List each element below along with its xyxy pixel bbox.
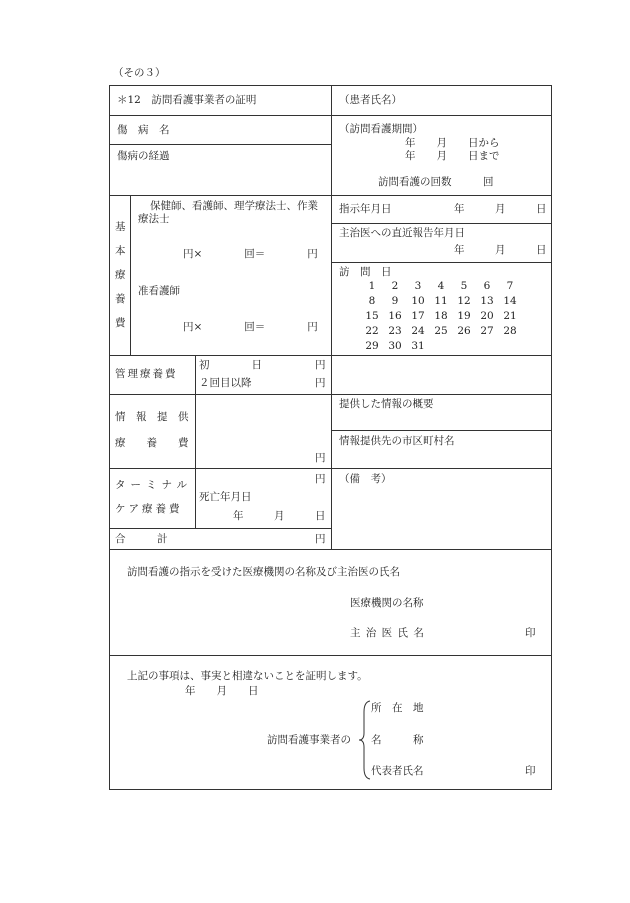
visit-day: 15 (365, 310, 379, 322)
provider-address-label: 所 在 地 (371, 702, 424, 714)
visit-days-label: 訪 問 日 (339, 266, 392, 278)
provider-name-label: 名 称 (371, 734, 424, 746)
visit-day: 2 (391, 280, 399, 292)
instruction-date-label: 指示年月日 (339, 203, 392, 215)
disease-name-label: 傷 病 名 (117, 124, 170, 136)
visit-day: 25 (434, 325, 448, 337)
report-date-year: 年 (454, 244, 465, 256)
form-title: ＊12 訪問看護事業者の証明 (117, 94, 257, 106)
visit-day: 22 (365, 325, 379, 337)
visit-period-label: （訪問看護期間） (339, 123, 423, 135)
total-label: 合 計 (115, 533, 168, 545)
management-first-day-yen: 円 (315, 359, 326, 371)
visit-day: 28 (503, 325, 517, 337)
provider-seal: 印 (525, 765, 536, 777)
visit-day: 6 (483, 280, 491, 292)
basic-fee-char-4: 養 (115, 293, 126, 305)
report-date-label: 主治医への直近報告年月日 (339, 227, 465, 239)
visit-day: 21 (503, 310, 517, 322)
patient-name-label: （患者氏名） (339, 94, 402, 106)
death-date-label: 死亡年月日 (199, 491, 252, 503)
visit-day: 30 (388, 340, 402, 352)
nurse-label: 保健師、看護師、理学療法士、作業療法士 (138, 200, 318, 225)
visit-day: 5 (460, 280, 468, 292)
basic-fee-char-2: 本 (115, 245, 126, 257)
visit-day: 24 (411, 325, 425, 337)
visit-day: 14 (503, 295, 517, 307)
visit-day: 9 (391, 295, 399, 307)
instruction-date-month: 月 (495, 203, 506, 215)
provider-rep-label: 代表者氏名 (371, 765, 424, 777)
report-date-day: 日 (536, 244, 547, 256)
institution-heading: 訪問看護の指示を受けた医療機関の名称及び主治医の氏名 (127, 566, 400, 578)
management-second-day: ２回目以降 (199, 377, 252, 389)
info-summary-label: 提供した情報の概要 (339, 398, 434, 410)
visit-period-to: 年 月 日まで (405, 150, 500, 162)
visit-day: 1 (368, 280, 376, 292)
visit-day: 7 (506, 280, 514, 292)
management-first-day: 初 日 (199, 359, 262, 371)
assistant-nurse-label: 准看護師 (138, 285, 180, 297)
info-fee-yen: 円 (315, 452, 326, 464)
certification-statement: 上記の事項は、事実と相違ないことを証明します。 (127, 670, 368, 682)
institution-name-label: 医療機関の名称 (350, 597, 424, 609)
info-fee-label-2: 療 養 費 (115, 437, 189, 449)
basic-fee-char-1: 基 (115, 221, 126, 233)
report-date-month: 月 (495, 244, 506, 256)
assistant-nurse-fee-calc: 円× 回＝ 円 (183, 321, 318, 333)
visit-day: 19 (457, 310, 471, 322)
instruction-date-day: 日 (536, 203, 547, 215)
total-yen: 円 (315, 533, 326, 545)
info-fee-label-1: 情 報 提 供 (115, 411, 189, 423)
management-fee-label: 管理療養費 (115, 368, 178, 380)
visit-day: 27 (480, 325, 494, 337)
provider-brace (358, 700, 372, 780)
terminal-care-label-1: ターミナル (115, 479, 192, 491)
visit-day: 12 (457, 295, 471, 307)
nurse-fee-calc: 円× 回＝ 円 (183, 248, 318, 260)
visit-day: 17 (411, 310, 425, 322)
doctor-name-label: 主 治 医 氏 名 (350, 627, 425, 639)
visit-day: 16 (388, 310, 402, 322)
visit-day: 3 (414, 280, 422, 292)
visit-day: 18 (434, 310, 448, 322)
instruction-date-year: 年 (454, 203, 465, 215)
visit-day: 11 (434, 295, 448, 307)
provider-label: 訪問看護事業者の (267, 734, 351, 746)
certification-date: 年 月 日 (185, 685, 259, 697)
visit-period-from: 年 月 日から (405, 137, 500, 149)
visit-day: 13 (480, 295, 494, 307)
disease-course-label: 傷病の経過 (117, 150, 170, 162)
remarks-label: （備 考） (339, 473, 392, 485)
visit-day: 26 (457, 325, 471, 337)
death-date-month: 月 (274, 510, 285, 522)
doctor-seal: 印 (525, 627, 536, 639)
visit-day: 23 (388, 325, 402, 337)
visit-count-label: 訪問看護の回数 回 (378, 176, 494, 188)
terminal-care-label-2: ケア療養費 (115, 503, 183, 515)
visit-day: 10 (411, 295, 425, 307)
form-number: （その３） (113, 67, 166, 79)
terminal-care-yen: 円 (315, 473, 326, 485)
visit-day: 29 (365, 340, 379, 352)
visit-day: 20 (480, 310, 494, 322)
visit-day: 8 (368, 295, 376, 307)
basic-fee-char-3: 療 (115, 269, 126, 281)
visit-day: 31 (411, 340, 425, 352)
visit-day: 4 (437, 280, 445, 292)
info-municipality-label: 情報提供先の市区町村名 (339, 435, 455, 447)
basic-fee-char-5: 費 (115, 317, 126, 329)
management-second-day-yen: 円 (315, 377, 326, 389)
death-date-day: 日 (315, 510, 326, 522)
death-date-year: 年 (233, 510, 244, 522)
